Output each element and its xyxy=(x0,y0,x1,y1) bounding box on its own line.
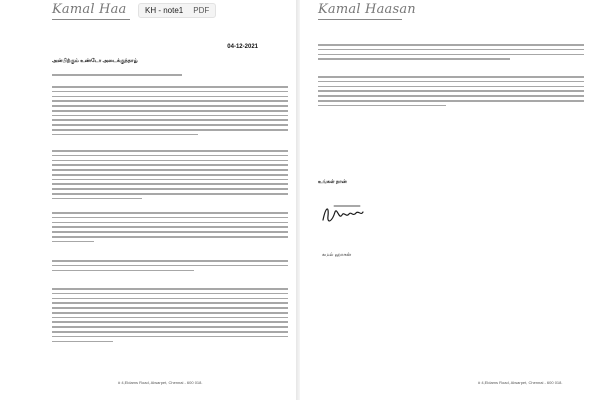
logo-underline xyxy=(52,19,130,20)
letter-footer-address: # 4,Eldams Road, Alwarpet, Chennai - 600 018. xyxy=(118,380,203,385)
logo-underline xyxy=(318,19,402,20)
kamal-haasan-logo: Kamal Haasan xyxy=(318,2,416,17)
salutation: அன்பிற்கும் உண்டோ அடைக்குந்தாழ் xyxy=(52,58,138,64)
letter-footer-address: # 4,Eldams Road, Alwarpet, Chennai - 600 018. xyxy=(478,380,563,385)
kamal-haasan-logo: Kamal Haa xyxy=(52,2,127,17)
file-name: KH - note1 xyxy=(145,6,184,15)
paragraph-6 xyxy=(318,44,584,63)
letter-page-left xyxy=(0,0,296,400)
paragraph-1 xyxy=(52,86,288,139)
greeting-line xyxy=(52,74,182,79)
letter-page-right xyxy=(300,0,600,400)
file-tab[interactable] xyxy=(138,3,216,18)
closing-line: உங்கள் நான் xyxy=(318,179,347,185)
signature xyxy=(320,202,366,231)
paragraph-5 xyxy=(52,288,288,345)
paragraph-7 xyxy=(318,76,584,109)
paragraph-3 xyxy=(52,212,288,245)
letter-date: 04-12-2021 xyxy=(227,44,258,50)
paragraph-2 xyxy=(52,150,288,203)
paragraph-4 xyxy=(52,260,288,274)
file-format: PDF xyxy=(193,6,210,15)
signatory-name: கமல் ஹாசன் xyxy=(322,252,352,258)
signature-icon xyxy=(320,202,366,226)
